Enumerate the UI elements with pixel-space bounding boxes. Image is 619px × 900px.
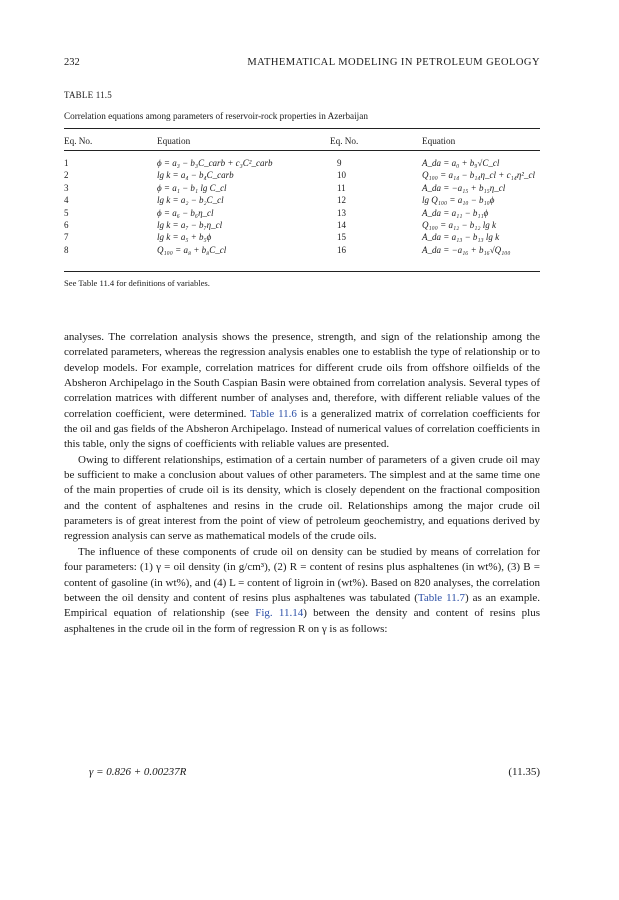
equation-cell: A_da = a₀ + b₉√C_cl bbox=[422, 158, 500, 168]
table-row bbox=[64, 231, 540, 243]
equation-cell: Q₁₀₀ = a₁₄ − b₁₄η_cl + c₁₄η²_cl bbox=[422, 170, 535, 181]
eq-number-cell: 9 bbox=[337, 158, 342, 168]
page-number: 232 bbox=[64, 57, 80, 68]
paragraph bbox=[64, 330, 540, 453]
eq-number-cell: 1 bbox=[64, 158, 69, 168]
equation-cell: Q₁₀₀ = a₁₂ − b₁₂ lg k bbox=[422, 219, 497, 230]
column-header-eq-no: Eq. No. bbox=[64, 136, 93, 146]
paragraph-text: analyses. The correlation analysis shows the presence, strength, and sign of the relationship among the correlated parameters, whereas the regression analysis enables one to establish the type of relationship or to develop models. For example, correlation matrices for different crude oils from offshore oilfields of the Absheron Archipelago in the South Caspian Basin were obtained from correlation analysis. Several types of correlation matrices with different number of analyses and, therefore, with different reliable values of the correlation coefficient, were determined. bbox=[64, 331, 540, 420]
eq-number-cell: 8 bbox=[64, 244, 69, 255]
table-bottom-rule bbox=[64, 271, 540, 272]
column-header-equation-2: Equation bbox=[422, 136, 456, 146]
table-11-7-link[interactable]: Table 11.7 bbox=[417, 591, 465, 604]
equation-cell: ϕ = a₁ − b₁ lg C_cl bbox=[157, 182, 227, 193]
table-body bbox=[64, 157, 540, 256]
equation-number: (11.35) bbox=[508, 766, 540, 778]
table-row bbox=[64, 157, 540, 169]
equation-cell: lg k = a₄ − b₄C_carb bbox=[157, 170, 234, 181]
paragraph bbox=[64, 545, 540, 637]
table-11-6-link[interactable]: Table 11.6 bbox=[249, 407, 297, 420]
eq-number-cell: 5 bbox=[64, 207, 69, 218]
column-header-eq-no-2: Eq. No. bbox=[330, 136, 359, 146]
equation-cell: A_da = a₁₃ − b₁₃ lg k bbox=[422, 232, 500, 243]
eq-number-cell: 16 bbox=[337, 244, 346, 255]
eq-number-cell: 15 bbox=[337, 232, 346, 243]
table-row bbox=[64, 194, 540, 206]
body-text bbox=[64, 330, 540, 637]
eq-number-cell: 7 bbox=[64, 232, 69, 243]
paragraph-text: Owing to different relationships, estimation of a certain number of parameters of a given crude oil may be sufficient to make a conclusion about values of other parameters. The simplest and at the same time one of the main properties of crude oil is its density, which is closely dependent on the fractional composition and the content of asphaltenes and resins in the crude oil. Relationships among the major crude oil parameters is of great interest from the point of view of petroleum geochemistry, and equations derived by regression analysis can serve as mathematical models of the crude oils. bbox=[64, 453, 540, 543]
table-header-rule bbox=[64, 150, 540, 151]
eq-number-cell: 11 bbox=[337, 182, 346, 193]
eq-number-cell: 10 bbox=[337, 170, 346, 181]
equation-cell: A_da = −a₁₆ + b₁₆√Q₁₀₀ bbox=[422, 244, 511, 255]
equation-cell: ϕ = a₆ − b₆η_cl bbox=[157, 207, 214, 218]
fig-11-14-link[interactable]: Fig. 11.14 bbox=[255, 607, 304, 620]
equation-body: γ = 0.826 + 0.00237R bbox=[89, 766, 187, 778]
eq-number-cell: 4 bbox=[64, 195, 69, 206]
display-equation bbox=[64, 766, 540, 782]
eq-number-cell: 14 bbox=[337, 219, 346, 230]
equation-cell: Q₁₀₀ = a₈ + b₈C_cl bbox=[157, 244, 227, 255]
paragraph bbox=[64, 453, 540, 545]
eq-number-cell: 6 bbox=[64, 219, 69, 230]
table-row bbox=[64, 244, 540, 256]
table-label: TABLE 11.5 bbox=[64, 90, 112, 100]
paragraph-text: ) between the density and content of resins plus asphaltenes in the crude oil in the form of regression R on γ is as follows: bbox=[64, 607, 541, 635]
table-row bbox=[64, 169, 540, 181]
equation-cell: A_da = a₁₁ − b₁₁ϕ bbox=[422, 207, 489, 218]
paragraph-text: is a generalized matrix of correlation coefficients for the oil and gas fields of the Absheron Archipelago. Instead of numerical values of correlation coefficients in this table, only the signs of coefficients with reliable values are presented. bbox=[64, 407, 540, 451]
paragraph-text: ) as an example. Empirical equation of relationship (see bbox=[64, 591, 541, 620]
eq-number-cell: 2 bbox=[64, 170, 69, 181]
paragraph-text: The influence of these components of crude oil on density can be studied by means of correlation for four parameters: (1) γ = oil density (in g/cm³), (2) R = content of resins plus asphaltenes (in wt%), (3) B = content of gasoline (in wt%), and (4) L = content of ligroin in (wt%). Based on 820 analyses, the correlation between the oil density and content of resins plus asphaltenes was tabulated ( bbox=[64, 545, 540, 604]
equation-cell: lg k = a₇ − b₇η_cl bbox=[157, 219, 223, 230]
table-caption: Correlation equations among parameters of reservoir-rock properties in Azerbaijan bbox=[64, 111, 368, 121]
table-top-rule bbox=[64, 128, 540, 129]
eq-number-cell: 13 bbox=[337, 207, 346, 218]
running-header bbox=[64, 57, 540, 71]
equation-cell: A_da = −a₁₅ + b₁₅η_cl bbox=[422, 182, 506, 193]
equation-cell: ϕ = a₃ − b₃C_carb + c₃C²_carb bbox=[157, 158, 273, 168]
eq-number-cell: 12 bbox=[337, 195, 346, 206]
equation-cell: lg k = a₅ + b₅ϕ bbox=[157, 232, 212, 243]
table-row bbox=[64, 219, 540, 231]
equation-cell: lg Q₁₀₀ = a₁₀ − b₁₀ϕ bbox=[422, 195, 495, 206]
column-header-equation: Equation bbox=[157, 136, 191, 146]
table-row bbox=[64, 182, 540, 194]
book-title: MATHEMATICAL MODELING IN PETROLEUM GEOLOGY bbox=[247, 57, 540, 68]
table-footnote: See Table 11.4 for definitions of variables. bbox=[64, 278, 210, 288]
eq-number-cell: 3 bbox=[64, 182, 69, 193]
equation-cell: lg k = a₂ − b₂C_cl bbox=[157, 195, 224, 206]
table-row bbox=[64, 207, 540, 219]
